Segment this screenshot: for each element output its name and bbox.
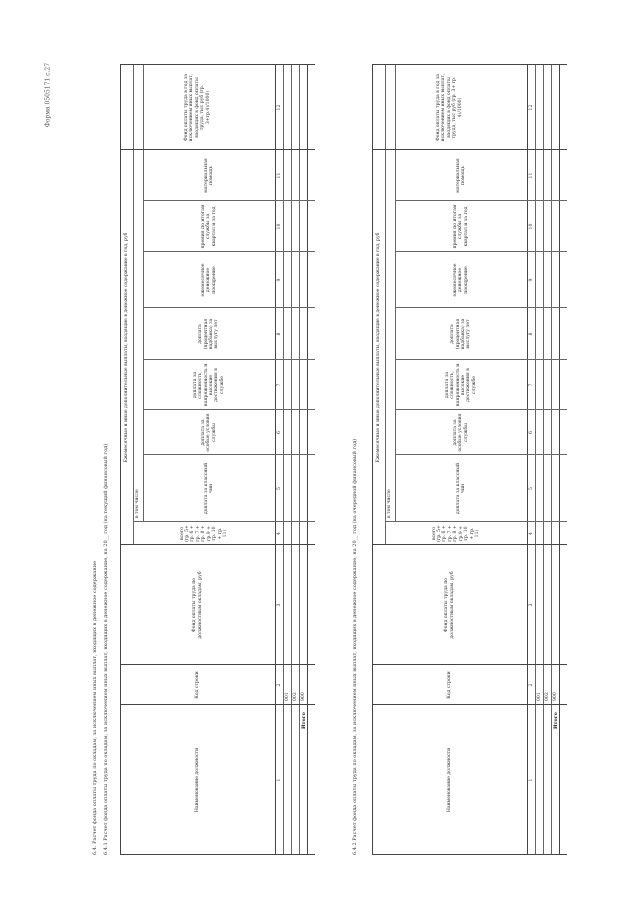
- col-number: 12: [529, 104, 534, 111]
- col-number: 8: [277, 332, 282, 336]
- col-rank-header: доплата за классный чин: [455, 462, 466, 515]
- table-2: [372, 65, 567, 855]
- col-number: 11: [529, 172, 534, 179]
- total-label: Итого: [553, 712, 559, 729]
- col-complexity-header: доплата за сложность, напряженность и высокие достижения в службе: [192, 363, 225, 407]
- col-percent-header: доплата (процентная надбавка) за выслугу лет: [450, 318, 472, 350]
- col-number: 10: [529, 223, 534, 230]
- col-premium-header: премия по итогам службы за квартал и за год: [452, 204, 469, 249]
- col-rank-header: доплата за классный чин: [203, 462, 214, 515]
- col-number: 1: [277, 778, 282, 782]
- col-number: 4: [277, 532, 282, 535]
- col-position-header: Наименование должности: [446, 747, 452, 813]
- in-that-number: в том числе: [135, 489, 141, 518]
- col-aid-header: материальная помощь: [203, 158, 214, 193]
- col-salary-header: Фонд оплаты труда по должностным окладам, руб: [444, 571, 455, 639]
- row-code: 002: [545, 692, 550, 701]
- col-salary-header: Фонд оплаты труда по должностным окладам, руб: [192, 571, 203, 639]
- col-number: 9: [529, 278, 534, 282]
- col-number: 3: [529, 603, 534, 607]
- row-code: 900: [301, 692, 306, 701]
- col-number: 5: [529, 487, 534, 490]
- col-total-header: всего (гр. 5+ гр. 6 + гр. 7 + гр. 8 + гр.9 + гр. 10 + гр. 11): [179, 525, 228, 542]
- table-1-title: 6.4.1 Расчет фонда оплаты труда по окладам, за исключением иных выплат, входящих в денежное содержание, на 20__ год (на текущий финансовый год): [103, 443, 109, 855]
- col-number: 7: [277, 383, 282, 387]
- col-number: 5: [277, 487, 282, 490]
- col-number: 3: [277, 603, 282, 607]
- total-label: Итого: [301, 712, 307, 729]
- col-number: 10: [277, 223, 282, 230]
- group-header: Ежемесячные и иные дополнительные выплаты, входящие в денежное содержание в год, руб: [375, 232, 381, 463]
- row-code: 001: [537, 692, 542, 701]
- section-heading: 6.4. Расчет фонда оплаты труда по окладам, за исключением иных выплат, входящих в денежное содержание: [92, 560, 98, 855]
- col-number: 8: [529, 332, 534, 336]
- col-special-header: доплата за особые условия службы: [200, 413, 217, 452]
- table-1: [120, 65, 315, 855]
- col-fund-header: Фонд оплаты труда в год за исключением иных выплат, входящих в фонд оплаты труда, тыс руб (гр. 3+гр.4)/1000): [183, 73, 211, 142]
- col-fund-header: Фонд оплаты труда в год за исключением иных выплат, входящих в фонд оплаты труда, тыс руб (гр. 3+ гр. 4)/1000): [435, 73, 463, 142]
- col-number: 6: [277, 431, 282, 434]
- col-number: 12: [277, 104, 282, 111]
- col-code-header: Код строки: [194, 671, 200, 699]
- col-number: 2: [529, 683, 534, 687]
- rotated-page: [90, 45, 620, 855]
- col-total-header: всего (гр. 5+ гр. 6 + гр. 7 + гр. 8 + гр.9 + гр. 10 + гр. 11): [431, 525, 480, 542]
- table-2-title: 6.4.2 Расчет фонда оплаты труда по окладам, за исключением иных выплат, входящих в денежное содержание, на 20__ год (на очередной финансовый год): [352, 438, 358, 855]
- col-complexity-header: доплата за сложность, напряженность и высокие достижения в службе: [444, 363, 477, 407]
- in-that-number: в том числе: [387, 489, 393, 518]
- row-code: 900: [553, 692, 558, 701]
- col-aid-header: материальная помощь: [455, 158, 466, 193]
- col-incentive-header: ежемесячное денежное поощрение: [200, 263, 217, 297]
- col-number: 11: [277, 172, 282, 179]
- col-number: 7: [529, 383, 534, 387]
- col-incentive-header: ежемесячное денежное поощрение: [452, 263, 469, 297]
- col-premium-header: премия по итогам службы за квартал и за год: [200, 204, 217, 249]
- col-number: 9: [277, 278, 282, 282]
- group-header: Ежемесячные и иные дополнительные выплаты, входящие в денежное содержание в год, руб: [123, 232, 129, 463]
- col-number: 2: [277, 683, 282, 687]
- col-number: 1: [529, 778, 534, 782]
- form-code: Форма 0505171 с.27: [44, 62, 52, 128]
- row-code: 002: [293, 692, 298, 701]
- col-number: 4: [529, 532, 534, 535]
- col-code-header: Код строки: [446, 671, 452, 699]
- col-number: 6: [529, 431, 534, 434]
- col-percent-header: доплата (процентная надбавка) за выслугу лет: [198, 318, 220, 350]
- col-position-header: Наименование должности: [194, 747, 200, 813]
- row-code: 001: [285, 692, 290, 701]
- col-special-header: доплата за особые условия службы: [452, 413, 469, 452]
